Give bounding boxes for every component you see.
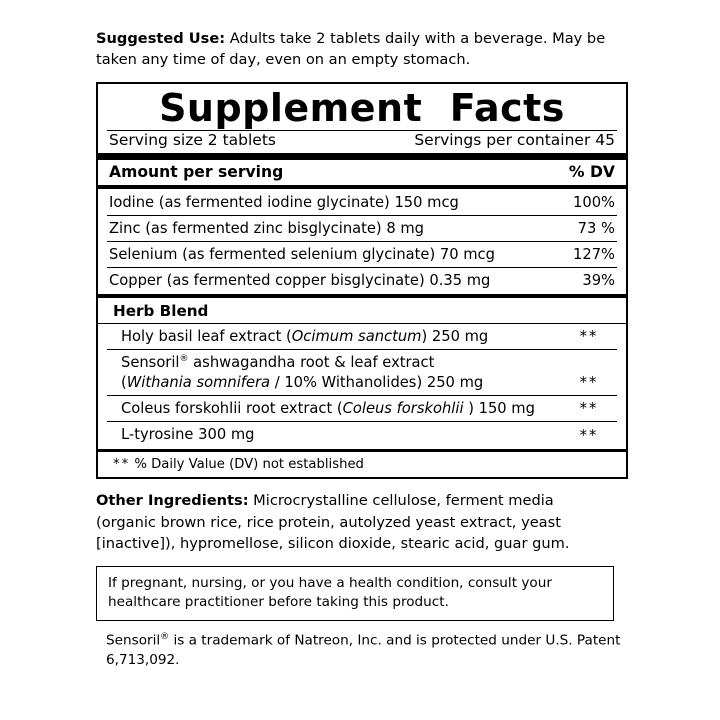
herb-dv: **: [561, 396, 617, 422]
table-row: [107, 350, 617, 396]
herb-table: [107, 324, 617, 448]
nutrient-dv: 127%: [549, 241, 617, 267]
nutrient-table: [107, 190, 617, 293]
nutrient-name: Selenium (as fermented selenium glycinate) 70 mcg: [107, 241, 549, 267]
nutrient-name: Zinc (as fermented zinc bisglycinate) 8 mg: [107, 215, 549, 241]
nutrient-dv: 100%: [573, 193, 615, 211]
nutrient-dv: 73 %: [549, 215, 617, 241]
herb-name: Sensoril® ashwagandha root & leaf extract (Withania somnifera / 10% Withanolides) 250 mg: [107, 350, 561, 396]
servings-per-container: Servings per container 45: [414, 131, 615, 150]
trademark-notice: Sensoril® is a trademark of Natreon, Inc. and is protected under U.S. Patent 6,713,092.: [106, 632, 621, 668]
amount-per-serving-header: [107, 160, 617, 184]
supplement-facts-panel: [96, 82, 628, 479]
suggested-use-text: [96, 28, 626, 70]
divider-medium-3: [98, 449, 626, 453]
table-row: [107, 241, 617, 267]
herb-name: L-tyrosine 300 mg: [107, 422, 561, 448]
herb-dv: **: [561, 422, 617, 448]
panel-title: Supplement Facts: [159, 86, 565, 131]
herb-blend-header: Herb Blend: [113, 301, 209, 320]
nutrient-name: Copper (as fermented copper bisglycinate) 0.35 mg: [107, 267, 549, 293]
table-row: [107, 396, 617, 422]
herb-dv: **: [561, 350, 617, 396]
nutrient-name: Iodine (as fermented iodine glycinate) 150 mcg: [109, 193, 459, 211]
herb-name: Holy basil leaf extract (Ocimum sanctum) 250 mg: [121, 327, 489, 345]
herb-dv: **: [579, 328, 599, 346]
divider-medium: [98, 185, 626, 189]
divider-thick: [98, 153, 626, 160]
footnote-stars: **: [113, 457, 131, 473]
other-ingredients-body: Microcrystalline cellulose, ferment media (organic brown rice, rice protein, autolyzed yeast extract, yeast [inactive]), hypromellose, silicon dioxide, stearic acid, guar gum.: [96, 492, 570, 552]
divider-medium-2: [98, 294, 626, 298]
suggested-use-label: Suggested Use:: [96, 30, 226, 47]
table-row: [107, 215, 617, 241]
herb-name: Coleus forskohlii root extract (Coleus forskohlii ) 150 mg: [107, 396, 561, 422]
warning-box: [96, 566, 614, 621]
footnote-text: % Daily Value (DV) not established: [130, 457, 364, 473]
daily-value-footnote: [107, 453, 617, 477]
serving-size: Serving size 2 tablets: [109, 131, 276, 150]
table-row: [107, 324, 617, 350]
table-row: [107, 190, 617, 216]
other-ingredients-label: Other Ingredients:: [96, 492, 249, 510]
suggested-use-body: Adults take 2 tablets daily with a beverage. May be taken any time of day, even on an empty stomach.: [96, 30, 606, 69]
warning-text: If pregnant, nursing, or you have a health condition, consult your healthcare practitioner before taking this product.: [108, 574, 552, 610]
table-row: [107, 267, 617, 293]
other-ingredients-text: [96, 490, 616, 553]
nutrient-dv: 39%: [549, 267, 617, 293]
serving-info-row: [107, 131, 617, 152]
amount-label: Amount per serving: [109, 163, 284, 182]
dv-label: % DV: [568, 163, 615, 182]
table-row: [107, 422, 617, 448]
